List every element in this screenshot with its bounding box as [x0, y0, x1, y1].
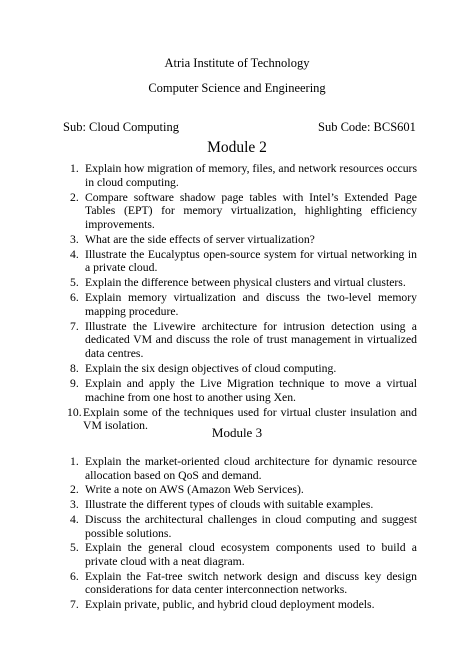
question-number: 3.: [70, 498, 79, 512]
question-item: [0, 570, 474, 597]
question-number: 5.: [70, 541, 79, 555]
question-number: 10.: [67, 405, 82, 419]
subject-label: Sub: Cloud Computing: [63, 120, 179, 134]
question-text: Write a note on AWS (Amazon Web Services).: [85, 483, 304, 497]
module-2-heading: Module 2: [207, 139, 267, 156]
subject-code: Sub Code: BCS601: [318, 120, 416, 134]
question-item: [0, 233, 474, 247]
question-item: [0, 498, 474, 512]
question-text: Explain the difference between physical clusters and virtual clusters.: [85, 276, 406, 290]
module-2-question-list: [0, 162, 474, 434]
question-item: [0, 162, 474, 189]
question-text: Illustrate the Eucalyptus open-source system for virtual networking in a private cloud.: [85, 247, 417, 275]
question-text: Explain the general cloud ecosystem components used to build a private cloud with a neat diagram.: [85, 541, 417, 568]
question-number: 3.: [70, 232, 79, 246]
question-number: 7.: [70, 319, 79, 333]
question-number: 6.: [70, 569, 79, 583]
question-item: [0, 362, 474, 376]
question-item: [0, 320, 474, 361]
question-number: 8.: [70, 362, 79, 376]
question-item: [0, 513, 474, 540]
department-name: Computer Science and Engineering: [148, 81, 326, 95]
question-text: Explain the Fat-tree switch network design and discuss key design considerations for data center interconnection networks.: [85, 569, 417, 597]
question-number: 7.: [70, 598, 79, 612]
question-item: [0, 191, 474, 232]
question-text: Illustrate the Livewire architecture for intrusion detection using a dedicated VM and discuss the role of trust management in virtualized data centres.: [85, 319, 417, 361]
institute-name: Atria Institute of Technology: [164, 56, 310, 70]
question-text: Explain the six design objectives of cloud computing.: [85, 362, 337, 376]
question-text: Explain some of the techniques used for virtual cluster insulation and VM isolation.: [83, 405, 417, 433]
question-number: 6.: [70, 291, 79, 305]
question-text: Explain and apply the Live Migration technique to move a virtual machine from one host to another using Xen.: [85, 377, 417, 404]
question-number: 4.: [70, 247, 79, 261]
question-text: Compare software shadow page tables with Intel’s Extended Page Tables (EPT) for memory virtualization, highlighting efficiency improvements.: [85, 190, 417, 231]
question-number: 5.: [70, 276, 79, 290]
question-item: [0, 276, 474, 290]
question-number: 4.: [70, 512, 79, 526]
question-text: Explain memory virtualization and discuss the two-level memory mapping procedure.: [85, 291, 417, 318]
question-item: [0, 377, 474, 404]
module-3-heading: Module 3: [211, 425, 263, 440]
question-text: Explain how migration of memory, files, and network resources occurs in cloud computing.: [85, 162, 417, 189]
question-item: [0, 598, 474, 612]
question-text: Explain private, public, and hybrid cloud deployment models.: [85, 598, 375, 612]
question-number: 1.: [70, 455, 79, 468]
module-3-question-list: [0, 455, 474, 613]
question-item: [0, 455, 474, 482]
question-item: [0, 483, 474, 497]
question-number: 1.: [70, 162, 79, 175]
question-number: 9.: [70, 377, 79, 391]
question-text: What are the side effects of server virtualization?: [85, 232, 315, 246]
question-item: [0, 541, 474, 568]
question-text: Explain the market-oriented cloud architecture for dynamic resource allocation based on QoS and demand.: [85, 455, 417, 482]
question-text: Discuss the architectural challenges in cloud computing and suggest possible solutions.: [85, 512, 417, 540]
question-text: Illustrate the different types of clouds with suitable examples.: [85, 498, 374, 512]
question-item: [0, 291, 474, 318]
question-number: 2.: [70, 190, 79, 204]
question-number: 2.: [70, 483, 79, 497]
question-item: [0, 248, 474, 275]
